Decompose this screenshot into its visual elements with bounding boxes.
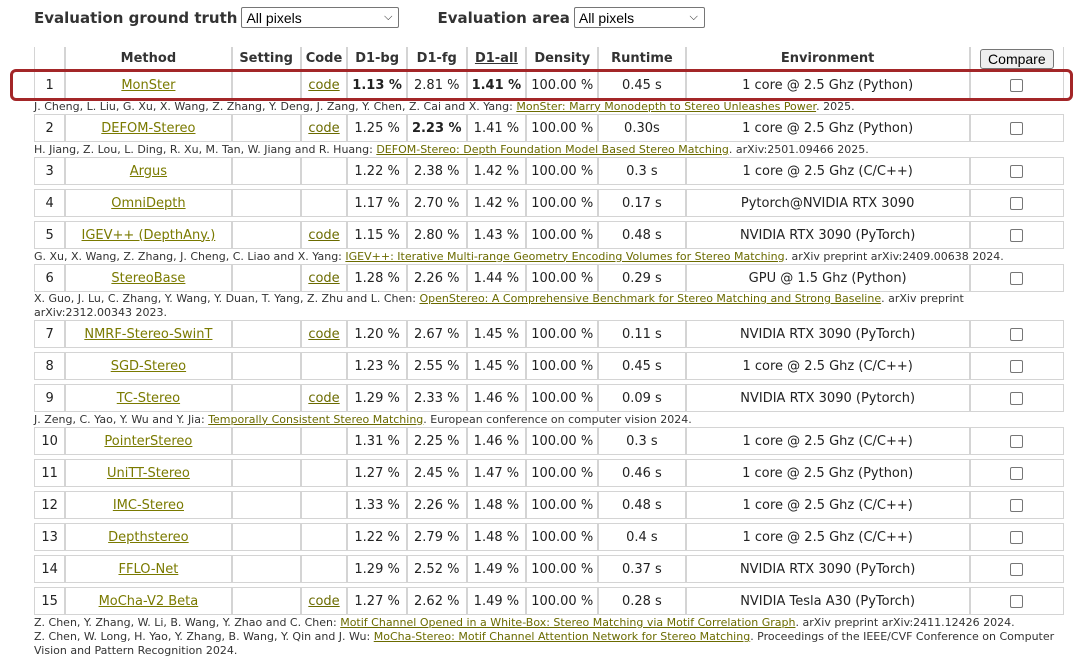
header-d1-all[interactable]: D1-all	[467, 47, 527, 71]
citation-title-link[interactable]: Motif Channel Opened in a White-Box: Stereo Matching via Motif Correlation Graph	[340, 615, 796, 629]
header-setting[interactable]: Setting	[232, 47, 301, 71]
rank-cell: 4	[34, 189, 65, 217]
setting-cell	[232, 384, 301, 412]
citation-authors: G. Xu, X. Wang, Z. Zhang, J. Cheng, C. Liao and X. Yang:	[34, 249, 346, 263]
density-cell: 100.00 %	[526, 114, 598, 142]
density-cell: 100.00 %	[526, 587, 598, 615]
compare-cell	[970, 459, 1064, 487]
runtime-cell: 0.3 s	[598, 157, 685, 185]
compare-cell	[970, 427, 1064, 455]
runtime-cell: 0.45 s	[598, 352, 685, 380]
runtime-cell: 0.17 s	[598, 189, 685, 217]
code-cell	[301, 71, 348, 99]
d1-fg-cell: 2.62 %	[407, 587, 467, 615]
d1-all-cell: 1.48 %	[467, 491, 527, 519]
runtime-cell: 0.48 s	[598, 491, 685, 519]
environment-cell: GPU @ 1.5 Ghz (Python)	[686, 264, 970, 292]
citation-venue: . 2025.	[816, 99, 855, 113]
runtime-cell: 0.46 s	[598, 459, 685, 487]
code-cell	[301, 427, 348, 455]
method-link[interactable]: OmniDepth	[111, 195, 186, 211]
method-cell	[65, 523, 231, 551]
d1-all-cell: 1.45 %	[467, 320, 527, 348]
rank-cell: 11	[34, 459, 65, 487]
method-link[interactable]: PointerStereo	[104, 433, 193, 449]
density-cell: 100.00 %	[526, 189, 598, 217]
d1-fg-cell: 2.26 %	[407, 264, 467, 292]
method-link[interactable]: StereoBase	[111, 270, 186, 286]
runtime-cell: 0.48 s	[598, 221, 685, 249]
citation-title-link[interactable]: MonSter: Marry Monodepth to Stereo Unleashes Power	[516, 99, 817, 113]
setting-cell	[232, 71, 301, 99]
citation	[34, 412, 1064, 427]
header-compare	[970, 47, 1064, 71]
table-header	[34, 47, 1064, 71]
method-cell	[65, 555, 231, 583]
citation-row	[34, 99, 1064, 114]
d1-fg-cell: 2.26 %	[407, 491, 467, 519]
d1-bg-cell: 1.17 %	[347, 189, 407, 217]
rank-cell: 3	[34, 157, 65, 185]
compare-cell	[970, 114, 1064, 142]
d1-fg-cell: 2.38 %	[407, 157, 467, 185]
method-link[interactable]: NMRF-Stereo-SwinT	[84, 326, 213, 342]
code-cell	[301, 189, 348, 217]
method-link[interactable]: IGEV++ (DepthAny.)	[81, 227, 216, 243]
best-value: 1.13 %	[352, 77, 402, 93]
code-cell	[301, 352, 348, 380]
table-row	[34, 71, 1064, 99]
compare-cell	[970, 491, 1064, 519]
table-row	[34, 491, 1064, 519]
runtime-cell: 0.28 s	[598, 587, 685, 615]
method-cell	[65, 189, 231, 217]
setting-cell	[232, 114, 301, 142]
rank-cell: 10	[34, 427, 65, 455]
code-cell	[301, 264, 348, 292]
compare-checkbox[interactable]	[1010, 79, 1023, 92]
best-value: 2.23 %	[411, 120, 462, 136]
d1-bg-cell: 1.22 %	[347, 157, 407, 185]
d1-bg-cell: 1.27 %	[347, 459, 407, 487]
code-link[interactable]: code	[308, 593, 340, 609]
ground-truth-value: All pixels	[246, 9, 302, 26]
environment-cell: NVIDIA RTX 3090 (PyTorch)	[686, 221, 970, 249]
results-table	[34, 47, 1064, 658]
setting-cell	[232, 352, 301, 380]
chevron-down-icon: ⌵	[384, 11, 393, 23]
citation-row	[34, 615, 1064, 630]
compare-cell	[970, 157, 1064, 185]
runtime-cell: 0.4 s	[598, 523, 685, 551]
code-link[interactable]: code	[308, 270, 340, 286]
citation	[34, 615, 1064, 630]
density-cell: 100.00 %	[526, 157, 598, 185]
setting-cell	[232, 221, 301, 249]
d1-bg-cell: 1.28 %	[347, 264, 407, 292]
method-link[interactable]: TC-Stereo	[116, 390, 181, 406]
d1-fg-cell: 2.45 %	[407, 459, 467, 487]
compare-button[interactable]: Compare	[980, 49, 1054, 69]
d1-all-cell: 1.41 %	[467, 114, 527, 142]
citation-venue: . arXiv preprint arXiv:2409.00638 2024.	[784, 249, 1004, 263]
runtime-cell: 0.11 s	[598, 320, 685, 348]
table-row	[34, 264, 1064, 292]
code-cell	[301, 320, 348, 348]
d1-bg-cell: 1.33 %	[347, 491, 407, 519]
d1-all-cell: 1.45 %	[467, 352, 527, 380]
code-cell	[301, 523, 348, 551]
method-link[interactable]: FFLO-Net	[118, 561, 179, 577]
setting-cell	[232, 555, 301, 583]
method-cell	[65, 459, 231, 487]
d1-fg-cell: 2.33 %	[407, 384, 467, 412]
method-cell	[65, 427, 231, 455]
table-body	[34, 71, 1064, 658]
citation-row	[34, 249, 1064, 264]
method-cell	[65, 384, 231, 412]
filter-bar	[34, 7, 705, 28]
d1-fg-cell: 2.70 %	[407, 189, 467, 217]
compare-checkbox[interactable]	[1010, 360, 1023, 373]
environment-cell: 1 core @ 2.5 Ghz (Python)	[686, 114, 970, 142]
code-cell	[301, 555, 348, 583]
d1-fg-cell: 2.79 %	[407, 523, 467, 551]
method-cell	[65, 114, 231, 142]
d1-all-cell: 1.42 %	[467, 189, 527, 217]
compare-cell	[970, 320, 1064, 348]
method-cell	[65, 221, 231, 249]
ground-truth-label: Evaluation ground truth	[34, 8, 238, 27]
environment-cell: 1 core @ 2.5 Ghz (C/C++)	[686, 427, 970, 455]
citation-row	[34, 630, 1064, 658]
table-row	[34, 221, 1064, 249]
rank-cell: 13	[34, 523, 65, 551]
compare-checkbox[interactable]	[1010, 467, 1023, 480]
header-runtime[interactable]: Runtime	[598, 47, 685, 71]
runtime-cell: 0.30s	[598, 114, 685, 142]
header-method[interactable]: Method	[65, 47, 231, 71]
compare-checkbox[interactable]	[1010, 122, 1023, 135]
setting-cell	[232, 491, 301, 519]
compare-cell	[970, 587, 1064, 615]
method-cell	[65, 264, 231, 292]
density-cell: 100.00 %	[526, 352, 598, 380]
density-cell: 100.00 %	[526, 491, 598, 519]
code-link[interactable]: code	[308, 120, 340, 136]
environment-cell: NVIDIA Tesla A30 (PyTorch)	[686, 587, 970, 615]
d1-all-cell	[467, 71, 527, 99]
citation-row	[34, 292, 1064, 320]
table-row	[34, 114, 1064, 142]
d1-bg-cell: 1.23 %	[347, 352, 407, 380]
code-cell	[301, 459, 348, 487]
setting-cell	[232, 157, 301, 185]
environment-cell: NVIDIA RTX 3090 (Pytorch)	[686, 384, 970, 412]
environment-cell: 1 core @ 2.5 Ghz (C/C++)	[686, 523, 970, 551]
table-row	[34, 427, 1064, 455]
code-link[interactable]: code	[308, 227, 340, 243]
rank-cell: 1	[34, 71, 65, 99]
runtime-cell: 0.3 s	[598, 427, 685, 455]
citation-authors: Z. Chen, Y. Zhang, W. Li, B. Wang, Y. Zhao and C. Chen:	[34, 615, 341, 629]
compare-checkbox[interactable]	[1010, 392, 1023, 405]
compare-checkbox[interactable]	[1010, 197, 1023, 210]
citation-venue: . Proceedings of the IEEE/CVF Conference on Computer Vision and Pattern Recognition 2024.	[34, 630, 1055, 657]
method-link[interactable]: Argus	[129, 163, 168, 179]
runtime-cell: 0.29 s	[598, 264, 685, 292]
environment-cell: 1 core @ 2.5 Ghz (C/C++)	[686, 157, 970, 185]
compare-cell	[970, 264, 1064, 292]
d1-fg-cell: 2.80 %	[407, 221, 467, 249]
compare-checkbox[interactable]	[1010, 435, 1023, 448]
environment-cell: 1 core @ 2.5 Ghz (C/C++)	[686, 491, 970, 519]
rank-cell: 14	[34, 555, 65, 583]
method-cell	[65, 320, 231, 348]
method-link[interactable]: MoCha-V2 Beta	[98, 593, 199, 609]
d1-all-cell: 1.46 %	[467, 427, 527, 455]
citation	[34, 292, 1064, 320]
table-row	[34, 189, 1064, 217]
evaluation-area-value: All pixels	[578, 9, 635, 26]
table-row	[34, 320, 1064, 348]
rank-cell: 5	[34, 221, 65, 249]
method-cell	[65, 157, 231, 185]
d1-all-cell: 1.49 %	[467, 587, 527, 615]
d1-bg-cell: 1.25 %	[347, 114, 407, 142]
runtime-cell: 0.45 s	[598, 71, 685, 99]
compare-checkbox[interactable]	[1010, 595, 1023, 608]
chevron-down-icon: ⌵	[689, 11, 698, 23]
setting-cell	[232, 587, 301, 615]
header-code[interactable]: Code	[301, 47, 348, 71]
d1-all-cell: 1.49 %	[467, 555, 527, 583]
citation-authors: J. Zeng, C. Yao, Y. Wu and Y. Jia:	[34, 412, 209, 426]
citation	[34, 249, 1064, 264]
evaluation-area-label: Evaluation area	[437, 8, 570, 27]
environment-cell: 1 core @ 2.5 Ghz (Python)	[686, 459, 970, 487]
table-row	[34, 459, 1064, 487]
citation-authors: J. Cheng, L. Liu, G. Xu, X. Wang, Z. Zhang, Y. Deng, J. Zang, Y. Chen, Z. Cai and X. Yang:	[34, 99, 517, 113]
rank-cell: 7	[34, 320, 65, 348]
compare-checkbox[interactable]	[1010, 531, 1023, 544]
header-d1-fg[interactable]: D1-fg	[407, 47, 467, 71]
density-cell: 100.00 %	[526, 71, 598, 99]
rank-cell: 8	[34, 352, 65, 380]
compare-checkbox[interactable]	[1010, 272, 1023, 285]
d1-all-cell: 1.44 %	[467, 264, 527, 292]
header-environment[interactable]: Environment	[686, 47, 970, 71]
code-cell	[301, 221, 348, 249]
density-cell: 100.00 %	[526, 264, 598, 292]
d1-all-cell: 1.46 %	[467, 384, 527, 412]
citation-venue: . arXiv preprint arXiv:2312.00343 2023.	[34, 292, 964, 319]
d1-bg-cell: 1.22 %	[347, 523, 407, 551]
citation	[34, 99, 1064, 114]
d1-bg-cell: 1.29 %	[347, 384, 407, 412]
d1-bg-cell	[347, 71, 407, 99]
compare-cell	[970, 189, 1064, 217]
citation-authors: Z. Chen, W. Long, H. Yao, Y. Zhang, B. Wang, Y. Qin and J. Wu:	[34, 630, 374, 643]
d1-all-cell: 1.42 %	[467, 157, 527, 185]
compare-cell	[970, 384, 1064, 412]
method-cell	[65, 71, 231, 99]
compare-checkbox[interactable]	[1010, 328, 1023, 341]
table-row	[34, 384, 1064, 412]
setting-cell	[232, 459, 301, 487]
method-link[interactable]: UniTT-Stereo	[106, 465, 190, 481]
method-link[interactable]: IMC-Stereo	[112, 497, 184, 513]
setting-cell	[232, 264, 301, 292]
setting-cell	[232, 189, 301, 217]
compare-checkbox[interactable]	[1010, 499, 1023, 512]
citation-title-link[interactable]: MoCha-Stereo: Motif Channel Attention Network for Stereo Matching	[373, 630, 751, 643]
table-row	[34, 523, 1064, 551]
best-value: 1.41 %	[471, 77, 522, 93]
compare-checkbox[interactable]	[1010, 229, 1023, 242]
method-link[interactable]: SGD-Stereo	[110, 358, 187, 374]
method-link[interactable]: Depthstereo	[108, 529, 189, 545]
compare-cell	[970, 555, 1064, 583]
code-cell	[301, 157, 348, 185]
d1-fg-cell: 2.81 %	[407, 71, 467, 99]
citation-row	[34, 412, 1064, 427]
compare-cell	[970, 523, 1064, 551]
rank-cell: 2	[34, 114, 65, 142]
method-cell	[65, 587, 231, 615]
density-cell: 100.00 %	[526, 555, 598, 583]
rank-cell: 12	[34, 491, 65, 519]
compare-cell	[970, 71, 1064, 99]
citation-authors: H. Jiang, Z. Lou, L. Ding, R. Xu, M. Tan, W. Jiang and R. Huang:	[34, 142, 377, 156]
runtime-cell: 0.09 s	[598, 384, 685, 412]
rank-cell: 15	[34, 587, 65, 615]
citation	[34, 630, 1064, 658]
density-cell: 100.00 %	[526, 320, 598, 348]
density-cell: 100.00 %	[526, 427, 598, 455]
compare-checkbox[interactable]	[1010, 165, 1023, 178]
citation-authors: X. Guo, J. Lu, C. Zhang, Y. Wang, Y. Duan, T. Yang, Z. Zhu and L. Chen:	[34, 292, 420, 305]
environment-cell: 1 core @ 2.5 Ghz (C/C++)	[686, 352, 970, 380]
d1-all-cell: 1.43 %	[467, 221, 527, 249]
method-cell	[65, 352, 231, 380]
compare-cell	[970, 352, 1064, 380]
d1-fg-cell: 2.52 %	[407, 555, 467, 583]
evaluation-area-select[interactable]	[574, 7, 705, 28]
density-cell: 100.00 %	[526, 523, 598, 551]
table-row	[34, 555, 1064, 583]
code-link[interactable]: code	[308, 77, 340, 93]
header-density[interactable]: Density	[526, 47, 598, 71]
method-link[interactable]: DEFOM-Stereo	[101, 120, 196, 136]
code-link[interactable]: code	[308, 390, 340, 406]
citation-title-link[interactable]: IGEV++: Iterative Multi-range Geometry Encoding Volumes for Stereo Matching	[345, 249, 785, 263]
d1-all-cell: 1.48 %	[467, 523, 527, 551]
setting-cell	[232, 427, 301, 455]
d1-bg-cell: 1.15 %	[347, 221, 407, 249]
table-row	[34, 587, 1064, 615]
environment-cell: NVIDIA RTX 3090 (PyTorch)	[686, 320, 970, 348]
citation-row	[34, 142, 1064, 157]
citation-title-link[interactable]: DEFOM-Stereo: Depth Foundation Model Based Stereo Matching	[376, 142, 729, 156]
compare-cell	[970, 221, 1064, 249]
runtime-cell: 0.37 s	[598, 555, 685, 583]
d1-bg-cell: 1.27 %	[347, 587, 407, 615]
environment-cell: NVIDIA RTX 3090 (PyTorch)	[686, 555, 970, 583]
table-row	[34, 352, 1064, 380]
citation-venue: . arXiv:2501.09466 2025.	[728, 142, 869, 156]
ground-truth-select[interactable]	[241, 7, 399, 28]
compare-checkbox[interactable]	[1010, 563, 1023, 576]
environment-cell: Pytorch@NVIDIA RTX 3090	[686, 189, 970, 217]
d1-bg-cell: 1.29 %	[347, 555, 407, 583]
code-link[interactable]: code	[308, 326, 340, 342]
method-cell	[65, 491, 231, 519]
table-row	[34, 157, 1064, 185]
setting-cell	[232, 523, 301, 551]
d1-bg-cell: 1.20 %	[347, 320, 407, 348]
citation-title-link[interactable]: OpenStereo: A Comprehensive Benchmark for Stereo Matching and Strong Baseline	[419, 292, 882, 305]
setting-cell	[232, 320, 301, 348]
density-cell: 100.00 %	[526, 459, 598, 487]
citation-venue: . European conference on computer vision 2024.	[423, 412, 692, 426]
environment-cell: 1 core @ 2.5 Ghz (Python)	[686, 71, 970, 99]
d1-fg-cell: 2.25 %	[407, 427, 467, 455]
code-cell	[301, 587, 348, 615]
rank-cell: 9	[34, 384, 65, 412]
d1-fg-cell: 2.67 %	[407, 320, 467, 348]
citation-venue: . arXiv preprint arXiv:2411.12426 2024.	[795, 615, 1015, 629]
d1-fg-cell	[407, 114, 467, 142]
code-cell	[301, 384, 348, 412]
density-cell: 100.00 %	[526, 384, 598, 412]
d1-all-cell: 1.47 %	[467, 459, 527, 487]
d1-bg-cell: 1.31 %	[347, 427, 407, 455]
rank-cell: 6	[34, 264, 65, 292]
density-cell: 100.00 %	[526, 221, 598, 249]
code-cell	[301, 114, 348, 142]
header-d1-bg[interactable]: D1-bg	[347, 47, 407, 71]
citation	[34, 142, 1064, 157]
header-rank	[34, 47, 65, 71]
code-cell	[301, 491, 348, 519]
method-link[interactable]: MonSter	[121, 77, 176, 93]
citation-title-link[interactable]: Temporally Consistent Stereo Matching	[208, 412, 424, 426]
d1-fg-cell: 2.55 %	[407, 352, 467, 380]
